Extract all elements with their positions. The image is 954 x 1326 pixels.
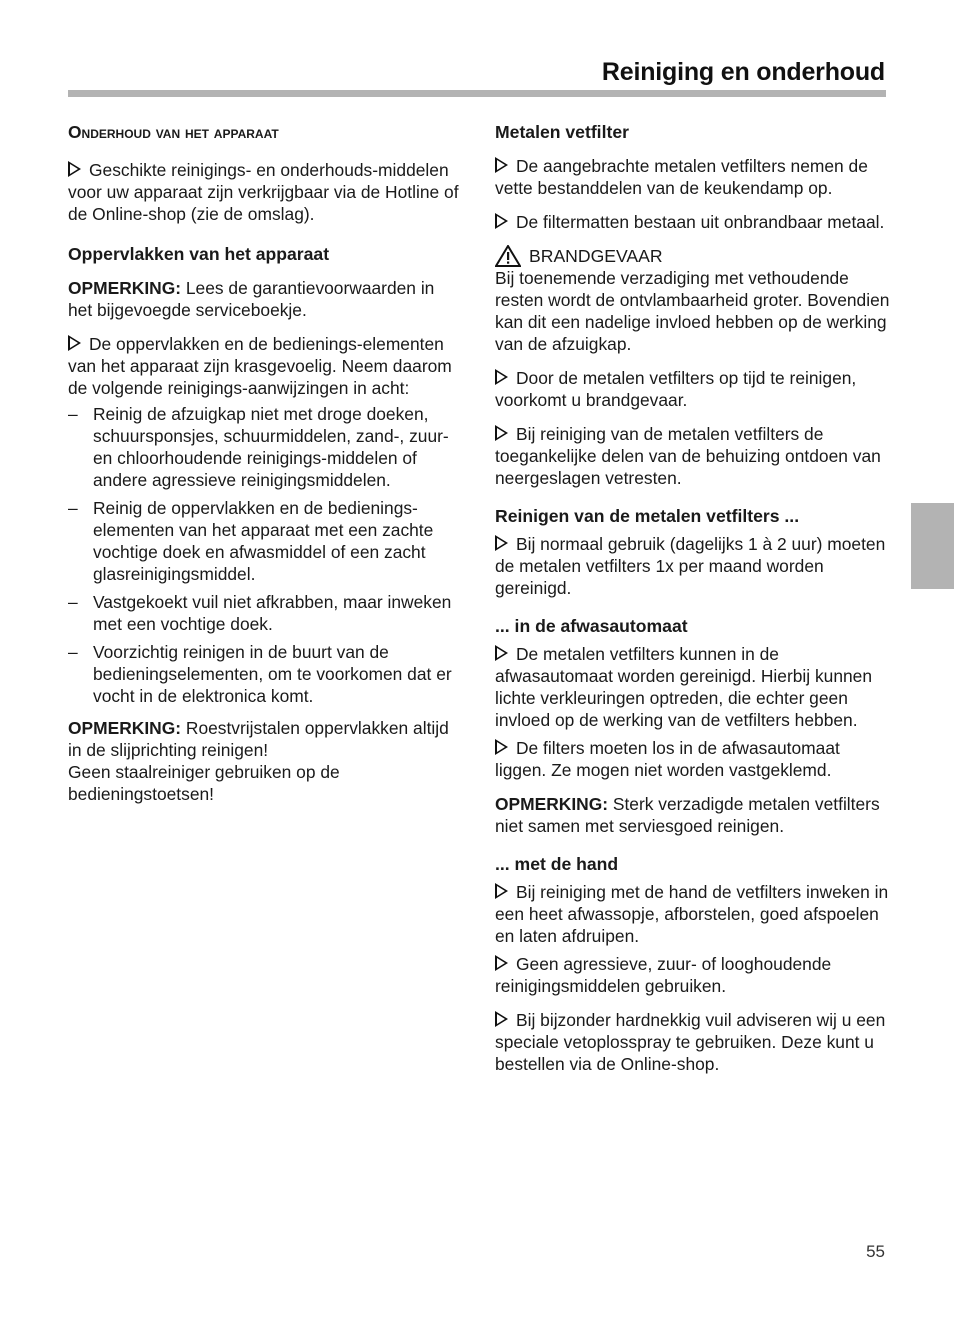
triangle-arrow-icon [495,645,508,661]
triangle-arrow-icon [68,335,81,351]
filter-paragraph: De aangebrachte metalen vetfilters nemen de vette bestanddelen van de keukendamp op. [495,156,868,198]
warning-icon [495,245,521,267]
title-rule [68,90,886,97]
triangle-arrow-icon [495,883,508,899]
note-paragraph: OPMERKING: Lees de garantievoorwaarden in het bijgevoegde serviceboekje. [68,278,435,320]
filter-paragraph: Door de metalen vetfilters op tijd te reinigen, voorkomt u brandgevaar. [495,368,857,410]
list-item: – Voorzichtig reinigen in de buurt van de bedieningselementen, om te voorkomen dat er vocht in de elektronica komt. [68,642,452,706]
triangle-arrow-icon [68,161,81,177]
note-label: OPMERKING: [495,794,609,814]
dishwasher-heading: ... in de afwasautomaat [495,616,688,636]
left-column [68,121,460,805]
triangle-arrow-icon [495,955,508,971]
filter-paragraph: Bij reiniging van de metalen vetfilters de toegankelijke delen van de behuizing ontdoen van neergeslagen vetresten. [495,424,881,488]
surfaces-heading: Oppervlakken van het apparaat [68,244,330,264]
warning-text: Bij toenemende verzadiging met vethoudende resten wordt de ontvlambaarheid groter. Bovendien kan dit een nadelige invloed hebben op de werking van de afzuigkap. [495,268,890,354]
clean-paragraph: Bij normaal gebruik (dagelijks 1 à 2 uur) moeten de metalen vetfilters 1x per maand worden gereinigd. [495,534,886,598]
note-continuation: Geen staalreiniger gebruiken op de bedieningstoetsen! [68,762,340,804]
page-title: Reiniging en onderhoud [601,58,885,86]
list-item: – Reinig de oppervlakken en de bedienings-elementen van het apparaat met een zachte vochtige doek en afwasmiddel of een zacht glasreinigingsmiddel. [68,498,434,584]
dishwasher-paragraph: De metalen vetfilters kunnen in de afwasautomaat worden gereinigd. Hierbij kunnen lichte verkleuringen optreden, die echter geen invloed op de werking van de vetfilters hebben. [495,644,873,730]
triangle-arrow-icon [495,157,508,173]
note-label: OPMERKING: [68,718,182,738]
triangle-arrow-icon [495,535,508,551]
filter-heading: Metalen vetfilter [495,122,629,142]
page-number: 55 [866,1242,885,1261]
list-item: – Reinig de afzuigkap niet met droge doeken, schuursponsjes, schuurmiddelen, zand-, zuur- en chloorhoudende reinigings-middelen of andere agressieve reinigingsmiddelen. [68,404,449,490]
note-paragraph: OPMERKING: Roestvrijstalen oppervlakken altijd in de slijprichting reinigen! [68,718,449,760]
note-label: OPMERKING: [68,278,182,298]
dishwasher-paragraph: De filters moeten los in de afwasautomaat liggen. Ze mogen niet worden vastgeklemd. [495,738,840,780]
hand-paragraph: Bij reiniging met de hand de vetfilters inweken in een heet afwassopje, afborstelen, goed afspoelen en laten afdruipen. [495,882,889,946]
hand-heading: ... met de hand [495,854,619,874]
triangle-arrow-icon [495,1011,508,1027]
surfaces-intro: De oppervlakken en de bedienings-elementen van het apparaat zijn krasgevoelig. Neem daarom de volgende reinigings-aanwijzingen in acht: [68,334,452,398]
cleaning-list [68,403,460,707]
triangle-arrow-icon [495,213,508,229]
warning-heading: BRANDGEVAAR [495,245,890,267]
hand-paragraph: Bij bijzonder hardnekkig vuil adviseren wij u een speciale vetoplosspray te gebruiken. Deze kunt u bestellen via de Online-shop. [495,1010,886,1074]
right-column [495,121,890,1087]
side-tab-marker [911,503,954,589]
triangle-arrow-icon [495,739,508,755]
section-heading: Onderhoud van het apparaat [68,122,279,142]
list-item: – Vastgekoekt vuil niet afkrabben, maar inweken met een vochtige doek. [68,592,452,634]
clean-heading: Reinigen van de metalen vetfilters ... [495,506,800,526]
filter-paragraph: De filtermatten bestaan uit onbrandbaar metaal. [495,211,890,233]
triangle-arrow-icon [495,425,508,441]
hand-paragraph: Geen agressieve, zuur- of looghoudende reinigingsmiddelen gebruiken. [495,954,832,996]
note-paragraph: OPMERKING: Sterk verzadigde metalen vetfilters niet samen met serviesgoed reinigen. [495,794,880,836]
intro-paragraph: Geschikte reinigings- en onderhouds-middelen voor uw apparaat zijn verkrijgbaar via de Hotline of de Online-shop (zie de omslag). [68,160,459,224]
triangle-arrow-icon [495,369,508,385]
